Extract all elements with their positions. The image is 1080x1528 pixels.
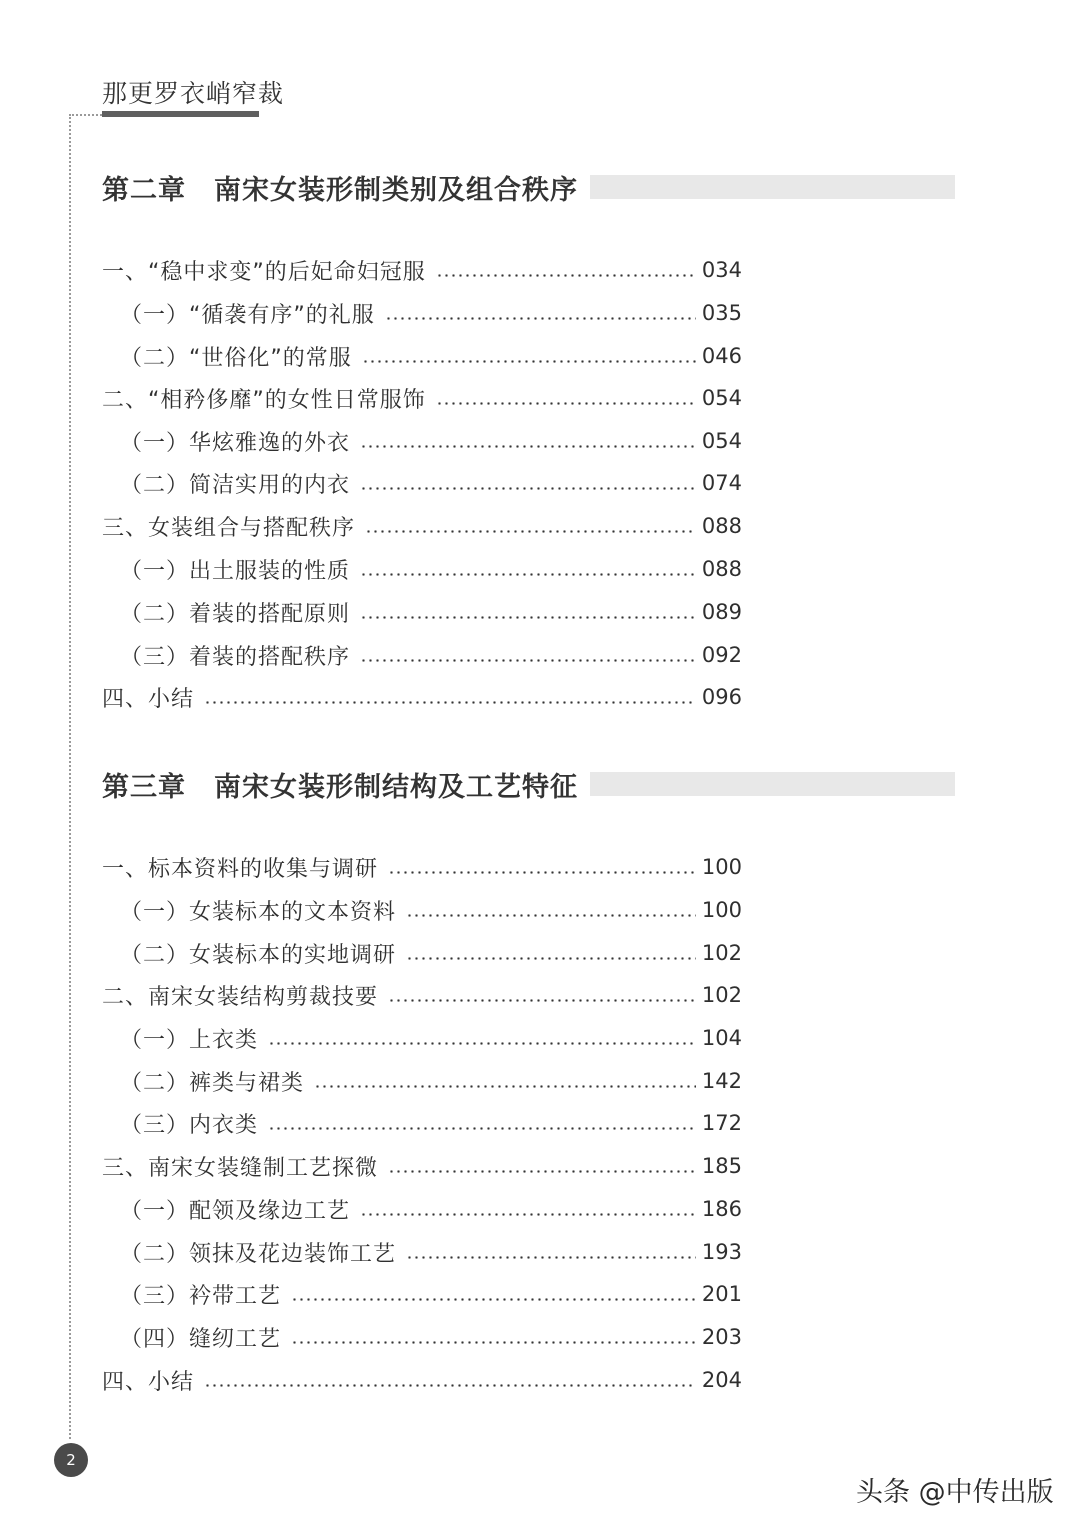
toc-entry[interactable]: （一）配领及缘边工艺 186	[120, 1197, 742, 1224]
margin-dotted-line	[69, 114, 71, 1439]
toc-entry[interactable]: 一、标本资料的收集与调研 100	[102, 855, 742, 882]
chapter-2-heading-bar	[590, 175, 955, 199]
leader-dots	[314, 1085, 696, 1088]
leader-dots	[360, 1213, 696, 1216]
leader-dots	[360, 573, 696, 576]
leader-dots	[406, 914, 696, 917]
leader-dots	[360, 659, 696, 662]
toc-entry[interactable]: 四、小结 096	[102, 685, 742, 712]
toc-entry[interactable]: 二、南宋女装结构剪裁技要 102	[102, 983, 742, 1010]
toc-entry[interactable]: （二）着装的搭配原则 089	[120, 600, 742, 627]
toc-entry[interactable]: （四）缝纫工艺 203	[120, 1325, 742, 1352]
toc-entry[interactable]: （三）衿带工艺 201	[120, 1282, 742, 1309]
leader-dots	[388, 871, 696, 874]
leader-dots	[291, 1298, 696, 1301]
toc-entry[interactable]: （二）简洁实用的内衣 074	[120, 471, 742, 498]
leader-dots	[362, 360, 696, 363]
chapter-2-title: 南宋女装形制类别及组合秩序	[214, 174, 578, 206]
chapter-3-title: 南宋女装形制结构及工艺特征	[214, 771, 578, 803]
leader-dots	[388, 999, 696, 1002]
toc-entry[interactable]: （一）“循袭有序”的礼服 035	[120, 301, 742, 328]
running-header-title: 那更罗衣峭窄裁	[102, 79, 285, 108]
toc-entry[interactable]: （二）裤类与裙类 142	[120, 1069, 742, 1096]
toc-entry[interactable]: （一）上衣类 104	[120, 1026, 742, 1053]
leader-dots	[291, 1341, 696, 1344]
leader-dots	[385, 317, 696, 320]
leader-dots	[436, 274, 696, 277]
toc-entry[interactable]: （三）着装的搭配秩序 092	[120, 643, 742, 670]
leader-dots	[365, 530, 696, 533]
chapter-3-heading-bar	[590, 772, 955, 796]
leader-dots	[268, 1127, 696, 1130]
page-number-badge: 2	[54, 1443, 88, 1477]
leader-dots	[268, 1042, 696, 1045]
leader-dots	[406, 957, 696, 960]
chapter-2-heading	[102, 167, 955, 207]
source-watermark: 头条 @中传出版	[856, 1477, 1054, 1508]
chapter-2-number: 第二章	[102, 174, 186, 206]
toc-entry[interactable]: （二）领抹及花边装饰工艺 193	[120, 1240, 742, 1267]
toc-entry[interactable]: 二、“相矜侈靡”的女性日常服饰 054	[102, 386, 742, 413]
leader-dots	[360, 445, 696, 448]
leader-dots	[360, 616, 696, 619]
leader-dots	[204, 701, 696, 704]
toc-entry[interactable]: 四、小结 204	[102, 1368, 742, 1395]
leader-dots	[204, 1384, 696, 1387]
toc-entry[interactable]: 三、南宋女装缝制工艺探微 185	[102, 1154, 742, 1181]
leader-dots	[388, 1170, 696, 1173]
chapter-3-heading	[102, 764, 955, 804]
running-header-bar	[102, 111, 259, 117]
chapter-3-number: 第三章	[102, 771, 186, 803]
toc-entry[interactable]: （一）女装标本的文本资料 100	[120, 898, 742, 925]
toc-entry[interactable]: （三）内衣类 172	[120, 1111, 742, 1138]
leader-dots	[360, 487, 696, 490]
toc-entry[interactable]: 一、“稳中求变”的后妃命妇冠服 034	[102, 258, 742, 285]
toc-entry[interactable]: 三、女装组合与搭配秩序 088	[102, 514, 742, 541]
header-dotted-connector	[69, 114, 102, 116]
leader-dots	[436, 402, 696, 405]
toc-entry[interactable]: （一）出土服装的性质 088	[120, 557, 742, 584]
toc-entry[interactable]: （二）“世俗化”的常服 046	[120, 344, 742, 371]
leader-dots	[406, 1256, 696, 1259]
toc-entry[interactable]: （一）华炫雅逸的外衣 054	[120, 429, 742, 456]
toc-entry[interactable]: （二）女装标本的实地调研 102	[120, 941, 742, 968]
